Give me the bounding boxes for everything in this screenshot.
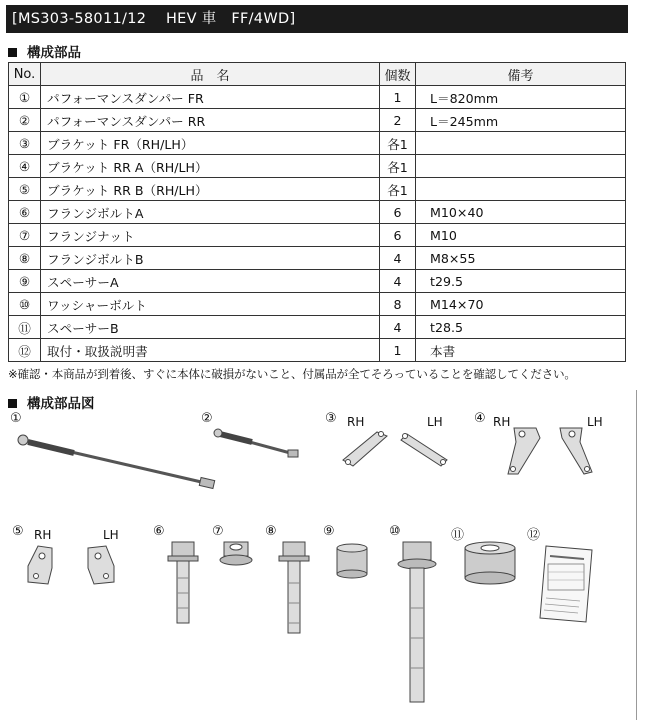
cell-note: M14×70	[416, 293, 626, 316]
cell-name: パフォーマンスダンパー FR	[41, 86, 380, 109]
flange-nut-illustration	[218, 538, 254, 568]
table-row	[9, 155, 626, 178]
cell-qty: 8	[380, 293, 416, 316]
cell-note: t28.5	[416, 316, 626, 339]
cell-name: スペーサーA	[41, 270, 380, 293]
spacer-b-illustration	[462, 540, 518, 588]
cell-no: ⑫	[9, 339, 41, 362]
flange-bolt-a-illustration	[166, 538, 200, 628]
cell-name: パフォーマンスダンパー RR	[41, 109, 380, 132]
cell-qty: 6	[380, 224, 416, 247]
cell-note: M10×40	[416, 201, 626, 224]
cell-name: ワッシャーボルト	[41, 293, 380, 316]
cell-name: フランジナット	[41, 224, 380, 247]
instruction-manual-illustration	[536, 542, 596, 626]
cell-qty: 6	[380, 201, 416, 224]
cell-no: ⑨	[9, 270, 41, 293]
cell-no: ⑩	[9, 293, 41, 316]
damper-fr-illustration	[14, 428, 220, 498]
section-title-text: 構成部品	[27, 45, 81, 61]
fig-label-6: ⑥	[153, 524, 165, 539]
cell-name: ブラケット RR B（RH/LH）	[41, 178, 380, 201]
fig-label-3-rh: RH	[347, 415, 365, 429]
table-row	[9, 339, 626, 362]
fig-label-9: ⑨	[323, 524, 335, 539]
square-bullet-icon	[8, 399, 17, 408]
parts-table	[8, 62, 626, 362]
fig-label-5-rh: RH	[34, 528, 52, 542]
cell-no: ③	[9, 132, 41, 155]
cell-no: ①	[9, 86, 41, 109]
fig-label-7: ⑦	[212, 524, 224, 539]
cell-no: ④	[9, 155, 41, 178]
table-row	[9, 316, 626, 339]
cell-note: 本書	[416, 339, 626, 362]
cell-note: M10	[416, 224, 626, 247]
fig-label-3-lh: LH	[427, 415, 443, 429]
table-row	[9, 86, 626, 109]
cell-name: ブラケット RR A（RH/LH）	[41, 155, 380, 178]
fig-label-4-rh: RH	[493, 415, 511, 429]
table-row	[9, 247, 626, 270]
cell-no: ⑦	[9, 224, 41, 247]
table-row	[9, 178, 626, 201]
fig-label-11: ⑪	[451, 528, 465, 543]
fig-label-8: ⑧	[265, 524, 277, 539]
cell-note	[416, 155, 626, 178]
cell-qty: 1	[380, 86, 416, 109]
page-edge-line	[636, 390, 637, 720]
table-row	[9, 293, 626, 316]
cell-qty: 各1	[380, 155, 416, 178]
bracket-rr-b-illustration	[22, 540, 134, 588]
fig-label-4-lh: LH	[587, 415, 603, 429]
cell-note: L＝820mm	[416, 86, 626, 109]
fig-label-5: ⑤	[12, 524, 24, 539]
fig-label-3: ③	[325, 411, 337, 426]
fig-label-10: ⑩	[389, 524, 401, 539]
cell-no: ⑪	[9, 316, 41, 339]
table-row	[9, 224, 626, 247]
cell-no: ⑧	[9, 247, 41, 270]
cell-name: 取付・取扱説明書	[41, 339, 380, 362]
notice-text: ※確認・本商品が到着後、すぐに本体に破損がないこと、付属品が全てそろっていることを確認してください。	[8, 367, 576, 381]
damper-rr-illustration	[212, 424, 302, 464]
column-header-name: 品 名	[41, 63, 380, 86]
cell-no: ②	[9, 109, 41, 132]
cell-no: ⑥	[9, 201, 41, 224]
table-row	[9, 109, 626, 132]
bracket-rr-a-illustration	[496, 424, 606, 480]
fig-label-12: ⑫	[527, 528, 541, 543]
cell-note	[416, 178, 626, 201]
section-title-diagram	[8, 392, 95, 412]
flange-bolt-b-illustration	[278, 538, 310, 638]
column-header-qty: 個数	[380, 63, 416, 86]
fig-label-5-lh: LH	[103, 528, 119, 542]
square-bullet-icon	[8, 48, 17, 57]
cell-qty: 1	[380, 339, 416, 362]
document-header: [MS303-58011/12 HEV 車 FF/4WD]	[6, 5, 628, 33]
cell-name: フランジボルトB	[41, 247, 380, 270]
table-row	[9, 201, 626, 224]
cell-qty: 2	[380, 109, 416, 132]
fig-label-1: ①	[10, 411, 22, 426]
cell-qty: 4	[380, 316, 416, 339]
cell-note	[416, 132, 626, 155]
fig-label-2: ②	[201, 411, 213, 426]
cell-note: t29.5	[416, 270, 626, 293]
cell-note: L＝245mm	[416, 109, 626, 132]
column-header-no: No.	[9, 63, 41, 86]
table-header-row	[9, 63, 626, 86]
cell-qty: 4	[380, 247, 416, 270]
cell-qty: 各1	[380, 178, 416, 201]
spacer-a-illustration	[334, 542, 370, 580]
cell-name: ブラケット FR（RH/LH）	[41, 132, 380, 155]
column-header-note: 備考	[416, 63, 626, 86]
cell-qty: 4	[380, 270, 416, 293]
cell-name: フランジボルトA	[41, 201, 380, 224]
cell-note: M8×55	[416, 247, 626, 270]
fig-label-4: ④	[474, 411, 486, 426]
washer-bolt-illustration	[396, 538, 438, 708]
cell-no: ⑤	[9, 178, 41, 201]
section-title-parts	[8, 41, 81, 61]
bracket-fr-illustration	[335, 424, 465, 470]
table-row	[9, 270, 626, 293]
cell-name: スペーサーB	[41, 316, 380, 339]
cell-qty: 各1	[380, 132, 416, 155]
table-row	[9, 132, 626, 155]
section-title-text: 構成部品図	[27, 396, 95, 412]
